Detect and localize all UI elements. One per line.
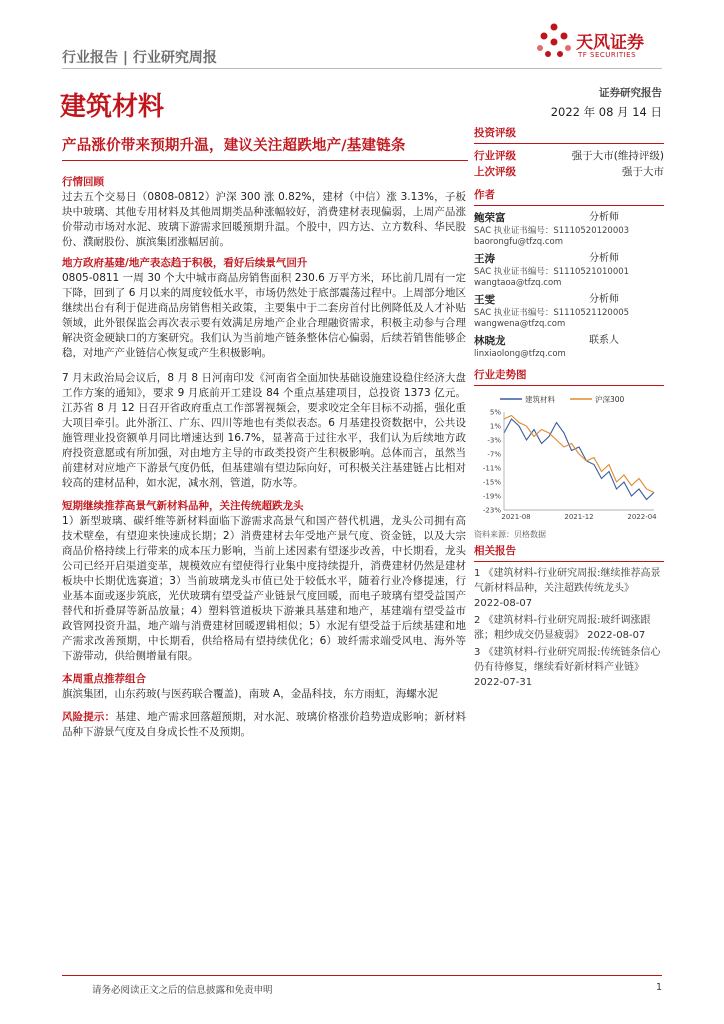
- section-paragraph: 旗滨集团，山东药玻(与医药联合覆盖)，南玻 A，金晶科技，东方雨虹，海螺水泥: [62, 688, 438, 700]
- author-role: 分析师: [589, 294, 619, 305]
- trend-panel: [474, 367, 664, 540]
- trend-source: 资料来源：贝格数据: [474, 530, 546, 539]
- author-role: 分析师: [589, 253, 619, 264]
- industry-rating-value: 强于大市(维持评级): [571, 150, 664, 162]
- author-name: 王涛: [474, 253, 495, 265]
- brand-name-en: TF SECURITIES: [578, 51, 637, 59]
- author-card: [474, 333, 664, 360]
- y-tick-label: 5%: [489, 408, 501, 417]
- author-card: [474, 251, 664, 289]
- related-panel: [474, 543, 664, 692]
- last-rating-value: 强于大市: [622, 166, 664, 178]
- risk-label: 风险提示：: [62, 711, 116, 723]
- y-tick-label: -23%: [482, 506, 501, 515]
- section-paragraph: 过去五个交易日（0808-0812）沪深 300 涨 0.82%，建材（中信）涨 3.13%，子板块中玻璃、其他专用材料及其他周期类品种涨幅较好，消费建材表现偏弱，上周产品涨价带动市场对水泥、玻璃下游需求回暖预期升温。个股中，四方达、立方数科、华民股份、濮耐股份、旗滨集团涨幅居前。: [62, 191, 466, 248]
- last-rating-row: [474, 164, 664, 180]
- author-email[interactable]: wangwena@tfzq.com: [474, 319, 566, 329]
- industry-rating-row: [474, 148, 664, 164]
- main-content: [62, 175, 466, 745]
- authors-heading: 作者: [474, 189, 495, 201]
- x-tick-label: 2022-04: [627, 513, 657, 521]
- y-tick-label: 1%: [489, 422, 501, 431]
- related-report-item[interactable]: 3 《建筑材料-行业研究周报:传统链条信心仍有待修复，继续看好新材料产业链》 2022-07-31: [474, 647, 661, 688]
- trend-chart: [474, 390, 664, 525]
- report-date: 2022 年 08 月 14 日: [550, 105, 662, 119]
- trend-heading: 行业走势图: [474, 369, 527, 381]
- section-policy: [62, 256, 466, 491]
- brand-logo: [536, 20, 666, 70]
- brand-name: 天风证券: [576, 33, 644, 53]
- author-email[interactable]: linxiaolong@tfzq.com: [474, 349, 566, 359]
- report-title: 产品涨价带来预期升温，建议关注超跌地产/基建链条: [62, 138, 406, 154]
- section-paragraph: 1）新型玻璃、碳纤维等新材料面临下游需求高景气和国产替代机遇，龙头公司拥有高技术壁垒，有望迎来快速成长期；2）消费建材去年受地产景气度、资金链，以及大宗商品价格持续上行带来的成本压力影响，当前上述因素有望逐步改善，中长期看，龙头公司已经开启渠道变革，规模效应有望使得行业集中度持续提升，消费建材仍然是建材板块中长期优选赛道；3）当前玻璃龙头市值已处于较低水平，随着行业冷修提速，行业基本面或逐步筑底，光伏玻璃有望受益产业链景气度回暖，而电子玻璃有望受益国产替代和折叠屏等新品放量；4）塑料管道板块下游兼具基建和地产，基建端有望受益市政管网投资升温，地产端与消费建材回暖逻辑相似；5）水泥有望受益于后续基建和地产需求改善预期，中长期看，供给格局有望持续优化；6）玻纤需求端受风电、海外等下游带动，供给侧增量有限。: [62, 515, 466, 662]
- author-name: 王雯: [474, 294, 495, 306]
- author-role: 分析师: [589, 212, 619, 223]
- y-tick-label: -15%: [482, 478, 501, 487]
- section-portfolio: [62, 672, 466, 702]
- related-report-item[interactable]: 1 《建筑材料-行业研究周报:继续推荐高景气新材料品种，关注超跌传统龙头》 2022-08-07: [474, 568, 661, 609]
- rating-heading: 投资评级: [474, 127, 516, 139]
- author-role: 联系人: [589, 335, 619, 346]
- related-heading: 相关报告: [474, 545, 516, 557]
- section-market-review: [62, 175, 466, 250]
- footer-disclaimer: 请务必阅读正文之后的信息披露和免责申明: [92, 985, 273, 996]
- legend-hs300-label: 沪深300: [595, 395, 625, 404]
- series-line-hs300: [504, 416, 654, 493]
- trend-divider: [474, 385, 664, 386]
- author-name: 鲍荣富: [474, 212, 506, 224]
- author-email[interactable]: wangtaoa@tfzq.com: [474, 278, 562, 288]
- section-heading: 短期继续推荐高景气新材料品种，关注传统超跌龙头: [62, 500, 304, 512]
- y-tick-label: -3%: [487, 436, 501, 445]
- last-rating-label: 上次评级: [474, 166, 516, 178]
- section-recommendation: [62, 499, 466, 664]
- legend-build-label: 建筑材料: [525, 395, 555, 404]
- x-tick-label: 2021-12: [564, 513, 594, 521]
- risk-paragraph: [62, 710, 466, 740]
- brand-mark-icon: [536, 22, 572, 60]
- sector-name: 建筑材料: [60, 92, 165, 122]
- series-line-build: [504, 419, 654, 500]
- section-heading: 本周重点推荐组合: [62, 673, 146, 685]
- section-paragraph: 0805-0811 一周 30 个大中城市商品房销售面积 230.6 万平方米，环比前几周有一定下降，回到了 6 月以来的周度较低水平，市场仍然处于底部震荡过程中。上周部分地区继续出台有利于促进商品房销售相关政策，主要集中于二套房首付比例降低及人才补贴领域，此外银保监会再次表示要有效满足房地产企业合理融资需求，积极主动参与合理解决资金硬缺口的方案研究。我们认为当前地产链条整体信心偏弱，后续若销售能够企稳，对地产产业链信心恢复或产生积极影响。: [62, 272, 466, 359]
- author-cert: SAC 执业证书编号：S1110520120003: [474, 226, 630, 236]
- page-number: 1: [655, 982, 662, 993]
- y-tick-label: -19%: [482, 492, 501, 501]
- title-divider: [62, 160, 468, 161]
- author-cert: SAC 执业证书编号：S1110521010001: [474, 267, 630, 277]
- y-tick-label: -11%: [482, 464, 501, 473]
- x-tick-label: 2021-08: [501, 513, 531, 521]
- section-risk: [62, 710, 466, 740]
- footer-divider: [62, 975, 662, 976]
- section-paragraph: 7 月末政治局会议后，8 月 8 日河南印发《河南省全面加快基础设施建设稳住经济大盘工作方案的通知》，要求 9 月底前开工建设 84 个重点基建项目，总投资 1373 亿元。江苏省 8 月 12 日召开省政府重点工作部署视频会，要求咬定全年目标不动摇，强化重大项目牵引。此外浙江、广东、四川等地也有类似表态。6 月基建投资数据中，公共设施管理业投资额单月同比增速达到 16.7%，显著高于过往水平，我们认为后续地方政府投资意愿或有所加强，对由地方主导的市政类投资产生积极影响。总体而言，虽然当前建材对应地产下游景气度仍低，但基建端有望边际向好，可积极关注基建链占比相对较高的建材品种，如水泥，减水剂，管道，防水等。: [62, 372, 466, 489]
- author-card: [474, 210, 664, 248]
- report-type: 证券研究报告: [599, 87, 662, 99]
- report-category: 行业报告 | 行业研究周报: [62, 50, 217, 66]
- related-report-item[interactable]: 2 《建筑材料-行业研究周报:玻纤调涨跟涨；粗纱成交仍显疲弱》 2022-08-07: [474, 615, 651, 641]
- section-heading: 地方政府基建/地产表态趋于积极，看好后续景气回升: [62, 257, 308, 269]
- y-tick-label: -7%: [487, 450, 501, 459]
- authors-divider: [474, 205, 664, 206]
- rating-divider: [474, 143, 664, 144]
- author-name: 林晓龙: [474, 335, 506, 347]
- industry-rating-label: 行业评级: [474, 150, 516, 162]
- author-email[interactable]: baorongfu@tfzq.com: [474, 237, 564, 247]
- authors-panel: [474, 187, 664, 360]
- author-cert: SAC 执业证书编号：S1110521120005: [474, 308, 630, 318]
- author-card: [474, 292, 664, 330]
- related-divider: [474, 561, 664, 562]
- rating-panel: [474, 125, 664, 180]
- risk-text: 基建、地产需求回落超预期，对水泥、玻璃价格涨价趋势造成影响；新材料品种下游景气度及自身成长性不及预期。: [62, 711, 467, 738]
- section-heading: 行情回顾: [62, 176, 104, 188]
